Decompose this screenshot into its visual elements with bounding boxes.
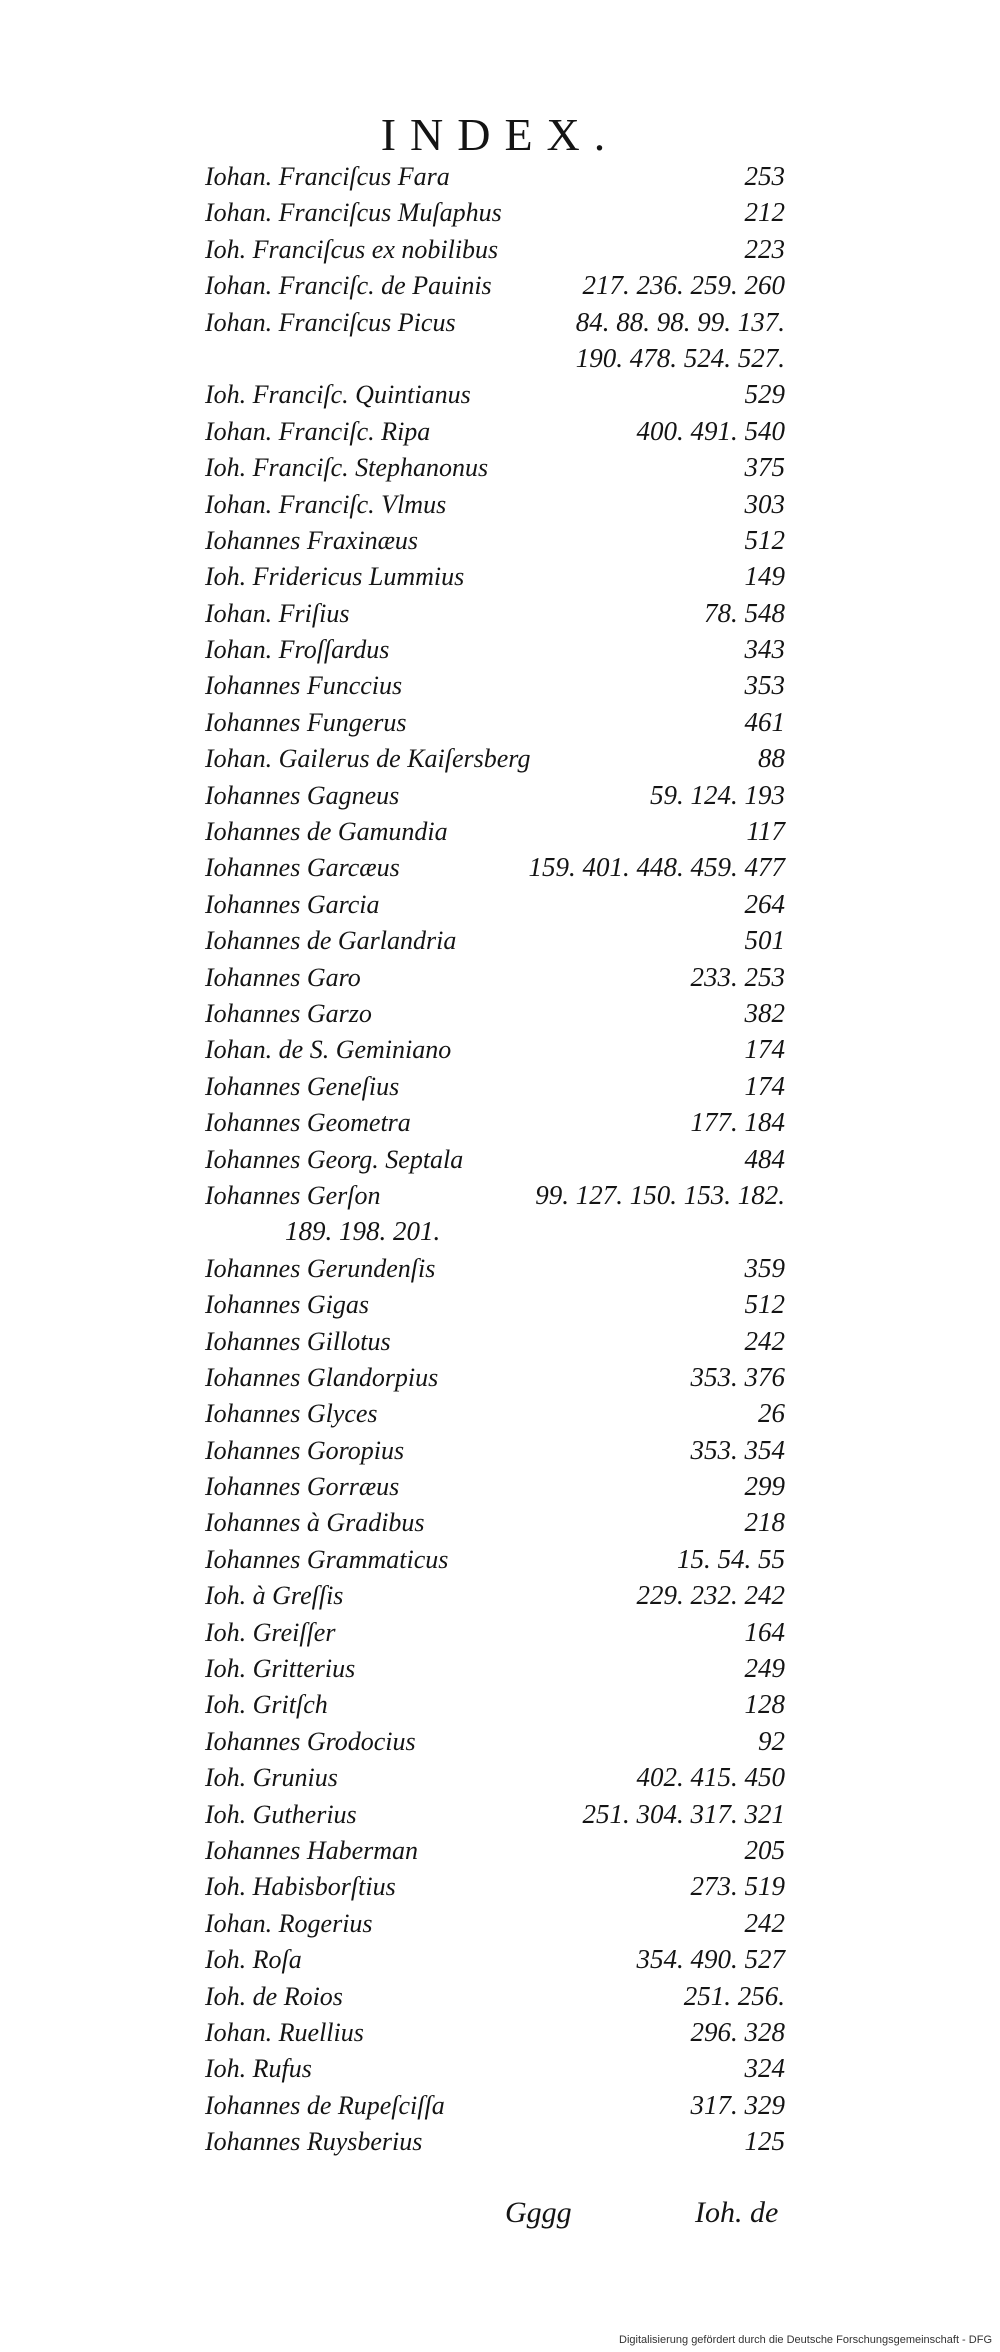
entry-pages: 402. 415. 450 [636,1762,785,1793]
entry-name: Ioh. à Greſſis [205,1581,344,1611]
entry-pages: 174 [744,1070,785,1101]
entry-name: Ioh. Greiſſer [205,1617,336,1647]
index-entry [205,1650,785,1686]
entry-pages: 242 [744,1907,785,1938]
index-entry [205,995,785,1031]
entry-name: Iohannes de Garlandria [205,926,457,956]
entry-name: Iohannes Gerundenſis [205,1253,436,1283]
entry-pages: 273. 519 [690,1871,785,1902]
entry-name: Iohannes Grammaticus [205,1544,449,1574]
entry-name: Iohannes Gorræus [205,1472,400,1502]
entry-pages: 242 [744,1325,785,1356]
entry-name: Ioh. Gutherius [205,1799,357,1829]
entry-pages: 26 [758,1398,785,1429]
index-entry [205,740,785,776]
index-entry [205,1905,785,1941]
entry-pages: 59. 124. 193 [650,779,785,810]
catchword: Ioh. de [695,2196,779,2229]
index-entries [205,158,785,2159]
index-entry [205,631,785,667]
index-entry [205,1614,785,1650]
entry-pages: 512 [744,1289,785,1320]
index-entry [205,1250,785,1286]
entry-name: Iohannes Gillotus [205,1326,391,1356]
index-entry [205,486,785,522]
entry-pages: 128 [744,1689,785,1720]
entry-pages: 233. 253 [690,961,785,992]
entry-name: Ioh. Rufus [205,2054,312,2084]
entry-name: Iohan. Franciſc. Ripa [205,416,431,446]
index-entry [205,158,785,194]
entry-name: Ioh. Franciſcus ex nobilibus [205,234,499,264]
entry-pages: 303 [744,488,785,519]
entry-name: Iohannes Georg. Septala [205,1144,464,1174]
index-entry [205,1395,785,1431]
index-entry [205,1796,785,1832]
entry-name: Iohan. Friſius [205,598,350,628]
index-entry [205,1832,785,1868]
index-entry-continuation [205,1213,785,1249]
entry-pages: 354. 490. 527 [636,1944,785,1975]
index-entry [205,1686,785,1722]
entry-pages: 212 [744,197,785,228]
index-entry [205,2123,785,2159]
page-footer [0,2196,1000,2236]
entry-pages: 375 [744,452,785,483]
entry-pages: 382 [744,997,785,1028]
index-entry [205,1359,785,1395]
entry-name: Ioh. Grunius [205,1763,338,1793]
index-entry [205,1541,785,1577]
entry-pages: 251. 256. [683,1980,785,2011]
index-entry [205,1323,785,1359]
index-entry [205,1759,785,1795]
index-entry [205,267,785,303]
entry-pages: 512 [744,524,785,555]
index-entry [205,1577,785,1613]
index-entry [205,1978,785,2014]
index-entry [205,959,785,995]
index-entry [205,1141,785,1177]
index-entry [205,2050,785,2086]
entry-name: Iohannes Gagneus [205,780,400,810]
entry-pages: 190. 478. 524. 527. [575,342,785,373]
index-entry [205,194,785,230]
entry-name: Iohan. Rogerius [205,1908,373,1938]
index-entry [205,1286,785,1322]
index-entry [205,1104,785,1140]
entry-name: Ioh. Franciſc. Stephanonus [205,453,489,483]
index-entry [205,413,785,449]
index-entry [205,777,785,813]
index-entry [205,558,785,594]
signature-mark: Gggg [505,2196,572,2229]
entry-name: Iohannes Garcæus [205,853,400,883]
entry-pages: 229. 232. 242 [636,1580,785,1611]
index-entry-continuation [205,340,785,376]
entry-name: Iohannes Garo [205,962,361,992]
index-entry [205,849,785,885]
index-entry [205,376,785,412]
entry-name: Iohannes Gigas [205,1290,369,1320]
entry-pages: 117 [746,816,785,847]
entry-pages: 317. 329 [690,2089,785,2120]
entry-pages: 296. 328 [690,2016,785,2047]
entry-pages: 299 [744,1471,785,1502]
entry-pages: 253 [744,161,785,191]
entry-name: Iohan. Franciſcus Muſaphus [205,198,502,228]
entry-pages: 264 [744,888,785,919]
index-entry [205,813,785,849]
entry-pages: 223 [744,233,785,264]
entry-pages: 353. 376 [690,1361,785,1392]
index-entry [205,1068,785,1104]
entry-name: Iohannes Goropius [205,1435,405,1465]
index-entry [205,704,785,740]
entry-pages: 164 [744,1616,785,1647]
index-entry [205,1031,785,1067]
page-header: INDEX. [380,109,620,160]
index-entry [205,1468,785,1504]
entry-pages: 205 [744,1834,785,1865]
entry-pages: 353. 354 [690,1434,785,1465]
entry-pages: 125 [744,2126,785,2157]
entry-name: Iohannes Grodocius [205,1726,416,1756]
entry-name: Iohannes Funccius [205,671,403,701]
index-entry [205,886,785,922]
entry-name: Iohan. Franciſcus Fara [205,162,450,191]
entry-pages: 251. 304. 317. 321 [582,1798,785,1829]
entry-name: Ioh. Roſa [205,1945,302,1975]
entry-name: Iohan. Gailerus de Kaiſersberg [205,744,531,774]
entry-pages: 400. 491. 540 [636,415,785,446]
index-entry [205,522,785,558]
entry-pages: 217. 236. 259. 260 [582,270,785,301]
entry-pages: 249 [744,1653,785,1684]
index-entry [205,231,785,267]
index-entry [205,304,785,340]
entry-name: Ioh. Fridericus Lummius [205,562,465,592]
entry-name: Iohannes à Gradibus [205,1508,425,1538]
entry-pages: 461 [744,706,785,737]
entry-pages: 189. 198. 201. [285,1216,441,1247]
entry-name: Iohannes Gerſon [205,1180,381,1210]
index-entry [205,2087,785,2123]
entry-name: Iohannes de Rupeſciſſa [205,2090,445,2120]
index-entry [205,1432,785,1468]
entry-pages: 177. 184 [690,1107,785,1138]
entry-name: Iohannes Garzo [205,998,372,1028]
entry-name: Ioh. Franciſc. Quintianus [205,380,471,410]
index-entry [205,595,785,631]
entry-pages: 84. 88. 98. 99. 137. [575,306,785,337]
entry-pages: 484 [744,1143,785,1174]
entry-name: Iohan. Franciſcus Picus [205,307,456,337]
index-entry [205,1868,785,1904]
entry-name: Iohannes Geometra [205,1108,411,1138]
entry-pages: 159. 401. 448. 459. 477 [528,852,785,883]
entry-name: Ioh. Habisborſtius [205,1872,396,1902]
entry-name: Iohan. de S. Geminiano [205,1035,452,1065]
entry-pages: 529 [744,379,785,410]
entry-name: Iohannes Glyces [205,1399,378,1429]
entry-name: Iohannes Fraxinæus [205,525,419,555]
entry-name: Iohan. Ruellius [205,2017,364,2047]
entry-name: Iohannes Geneſius [205,1071,400,1101]
entry-name: Ioh. Gritterius [205,1654,356,1684]
entry-name: Iohan. Franciſc. Vlmus [205,489,447,519]
entry-pages: 218 [744,1507,785,1538]
entry-name: Ioh. de Roios [205,1981,343,2011]
entry-pages: 501 [744,925,785,956]
index-entry [205,1941,785,1977]
entry-pages: 78. 548 [704,597,785,628]
entry-name: Iohannes de Gamundia [205,817,448,847]
entry-name: Iohannes Fungerus [205,707,407,737]
entry-name: Iohannes Ruysberius [205,2127,423,2157]
digitization-credit: Digitalisierung gefördert durch die Deutsche Forschungsgemeinschaft - DFG [619,2334,992,2346]
entry-pages: 92 [758,1725,785,1756]
entry-pages: 353 [744,670,785,701]
entry-pages: 343 [744,634,785,665]
index-entry [205,922,785,958]
index-entry [205,449,785,485]
entry-pages: 88 [758,743,785,774]
entry-pages: 359 [744,1252,785,1283]
entry-name: Iohan. Franciſc. de Pauinis [205,271,492,301]
entry-name: Iohannes Haberman [205,1835,419,1865]
entry-pages: 15. 54. 55 [677,1543,785,1574]
entry-pages: 174 [744,1034,785,1065]
entry-name: Iohan. Froſſardus [205,635,390,665]
entry-name: Iohannes Glandorpius [205,1362,439,1392]
index-entry [205,667,785,703]
entry-pages: 324 [744,2053,785,2084]
entry-pages: 99. 127. 150. 153. 182. [535,1179,785,1210]
index-entry [205,1723,785,1759]
index-entry [205,1177,785,1213]
entry-name: Ioh. Gritſch [205,1690,328,1720]
entry-pages: 149 [744,561,785,592]
index-entry [205,2014,785,2050]
entry-name: Iohannes Garcia [205,889,380,919]
index-entry [205,1504,785,1540]
